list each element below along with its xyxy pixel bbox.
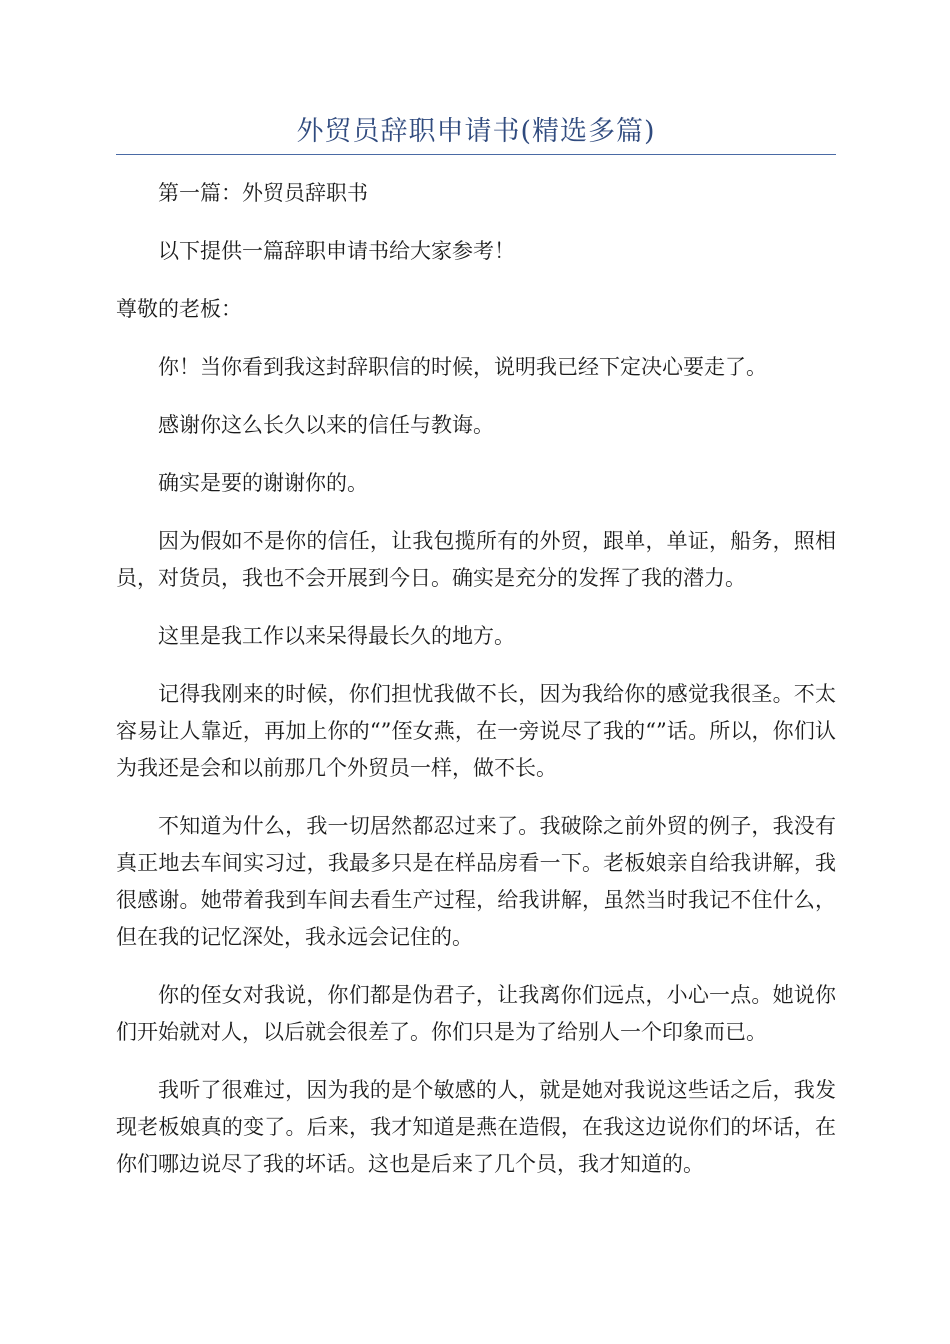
body-paragraph: 这里是我工作以来呆得最长久的地方。 — [158, 624, 515, 648]
body-paragraph: 我听了很难过，因为我的是个敏感的人，就是她对我说这些话之后，我发现老板娘真的变了。后来，我才知道是燕在造假，在我这边说你们的坏话，在你们哪边说尽了我的坏话。这也是后来了几个员，我才知道的。 — [116, 1078, 836, 1176]
body-paragraph: 你！当你看到我这封辞职信的时候，说明我已经下定决心要走了。 — [158, 355, 767, 379]
body-paragraph: 因为假如不是你的信任，让我包揽所有的外贸，跟单，单证，船务，照相员，对货员，我也不会开展到今日。确实是充分的发挥了我的潜力。 — [116, 529, 836, 590]
intro-paragraph: 以下提供一篇辞职申请书给大家参考！ — [158, 239, 515, 263]
document-title: 外贸员辞职申请书(精选多篇) — [296, 116, 656, 147]
body-paragraph: 记得我刚来的时候，你们担忧我做不长，因为我给你的感觉我很圣。不太容易让人靠近，再加上你的“”侄女燕，在一旁说尽了我的“”话。所以，你们认为我还是会和以前那几个外贸员一样，做不长。 — [116, 682, 836, 780]
body-paragraph: 感谢你这么长久以来的信任与教诲。 — [158, 413, 494, 437]
section-heading: 第一篇：外贸员辞职书 — [158, 181, 368, 205]
document-body — [116, 175, 836, 1204]
title-underline — [116, 154, 836, 155]
body-paragraph: 不知道为什么，我一切居然都忍过来了。我破除之前外贸的例子，我没有真正地去车间实习过，我最多只是在样品房看一下。老板娘亲自给我讲解，我很感谢。她带着我到车间去看生产过程，给我讲解，虽然当时我记不住什么，但在我的记忆深处，我永远会记住的。 — [116, 814, 836, 949]
body-paragraph: 确实是要的谢谢你的。 — [158, 471, 368, 495]
salutation: 尊敬的老板： — [116, 297, 242, 321]
body-paragraph: 你的侄女对我说，你们都是伪君子，让我离你们远点，小心一点。她说你们开始就对人，以后就会很差了。你们只是为了给别人一个印象而已。 — [116, 983, 836, 1044]
